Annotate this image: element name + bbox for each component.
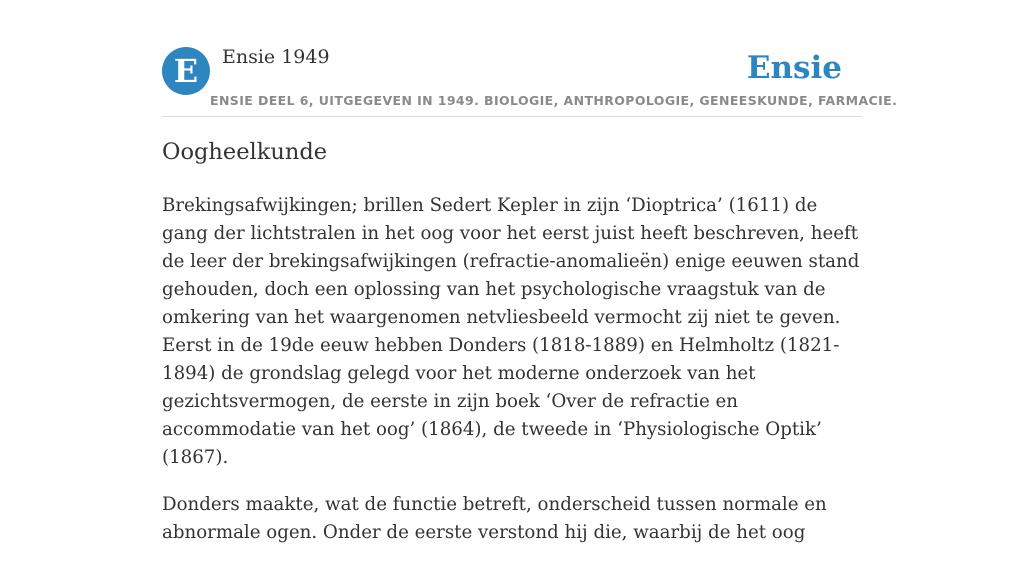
source-title[interactable]: Ensie 1949	[222, 46, 330, 68]
article-body	[162, 192, 862, 566]
page	[162, 0, 898, 543]
article-paragraph: Brekingsafwijkingen; brillen Sedert Kepler in zijn ‘Dioptrica’ (1611) de gang der lichtstralen in het oog voor het eerst juist heeft beschreven, heeft de leer der brekingsafwijkingen (refractie-anomalieën) enige eeuwen stand gehouden, doch een oplossing van het psychologische vraagstuk van de omkering van het waargenomen netvliesbeeld vermocht zij niet te geven. Eerst in de 19de eeuw hebben Donders (1818-1889) en Helmholtz (1821-1894) de grondslag gelegd voor het moderne onderzoek van het gezichtsvermogen, de eerste in zijn boek ‘Over de refractie en accommodatie van het oog’ (1864), de tweede in ‘Physiologische Optik’ (1867).	[162, 195, 860, 468]
article-paragraph: Donders maakte, wat de functie betreft, onderscheid tussen normale en abnormale ogen. Onder de eerste verstond hij die, waarbij de het oog	[162, 494, 827, 543]
source-subtitle: ENSIE DEEL 6, UITGEGEVEN IN 1949. BIOLOGIE, ANTHROPOLOGIE, GENEESKUNDE, FARMACIE.	[210, 93, 898, 108]
ensie-logo-icon[interactable]: E	[162, 47, 210, 95]
brand-link[interactable]: Ensie	[746, 50, 842, 86]
article-title: Oogheelkunde	[162, 139, 328, 165]
site-header	[162, 0, 898, 117]
